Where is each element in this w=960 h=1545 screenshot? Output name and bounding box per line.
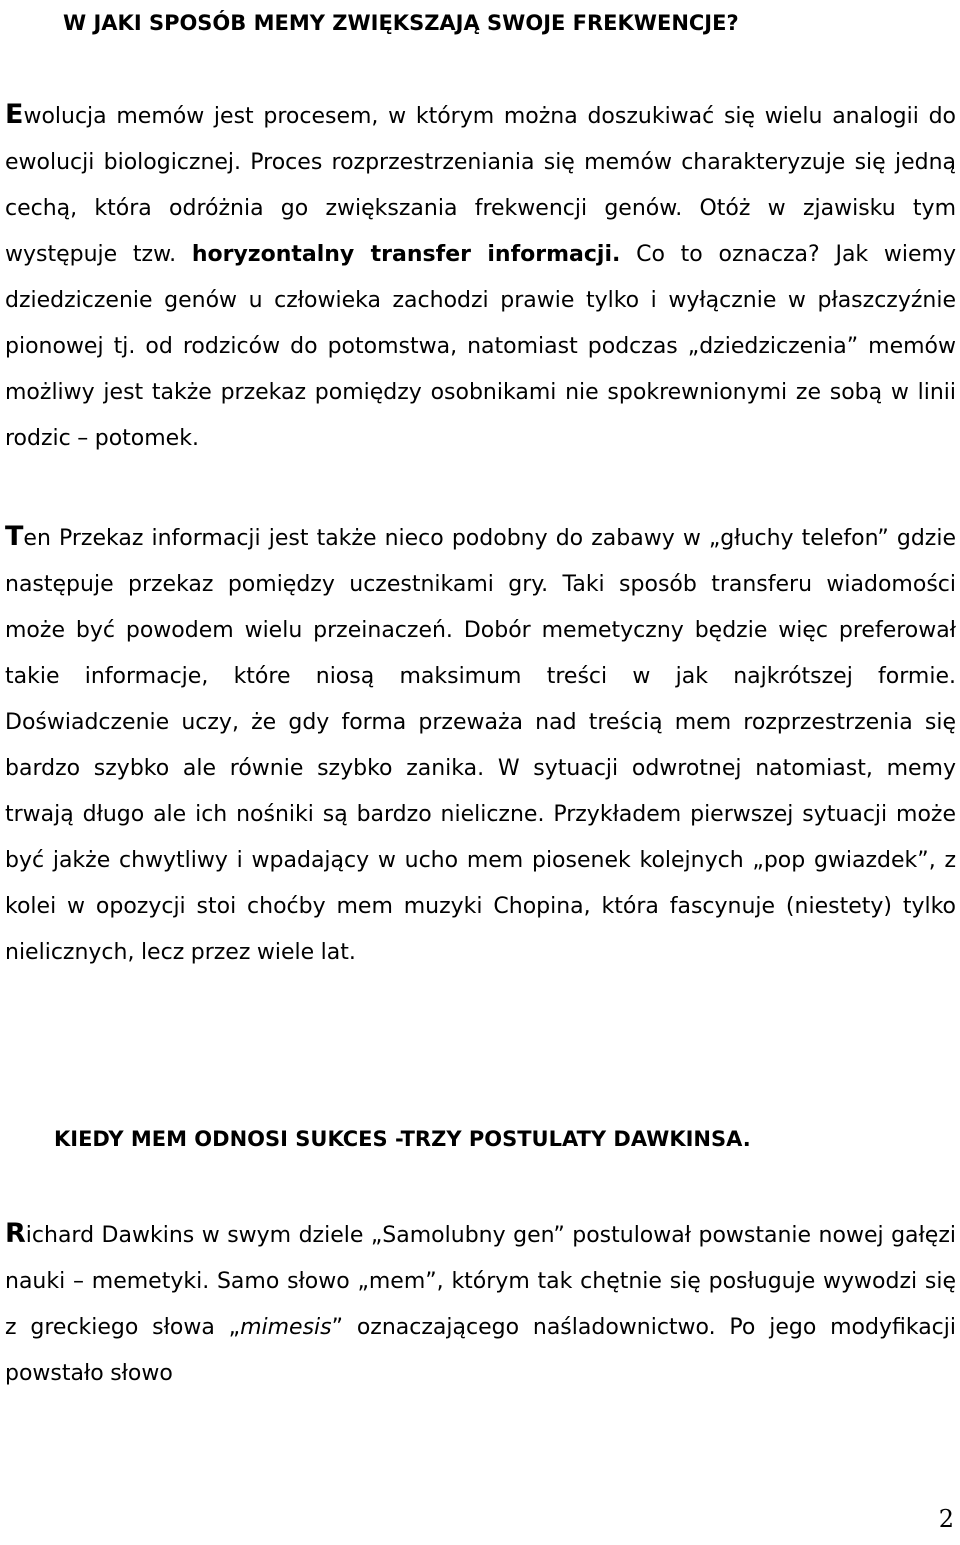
page-number: 2 [938,1505,954,1533]
paragraph-meme-evolution [5,92,956,462]
paragraph-text: wolucja memów jest procesem, w którym można doszukiwać się wielu analogii do ewolucji biologicznej. Proces rozprzestrzeniania się memów charakteryzuje się jedną cechą, która odróżnia go zwiększania frekwencji genów. Otóż w zjawisku tym występuje tzw. [5,104,956,267]
paragraph-information-transfer [5,514,956,976]
section-heading-frequency: W JAKI SPOSÓB MEMY ZWIĘKSZAJĄ SWOJE FREKWENCJE? [63,11,739,35]
section-heading-dawkins-postulates: KIEDY MEM ODNOSI SUKCES -TRZY POSTULATY DAWKINSA. [54,1127,751,1151]
bold-term-horizontal-transfer: horyzontalny transfer informacji. [191,242,621,267]
drop-cap: E [5,99,24,130]
paragraph-dawkins [5,1211,956,1397]
paragraph-text: ” oznaczającego naśladownictwo. Po jego modyfikacji powstało słowo [5,1315,956,1386]
drop-cap: R [5,1218,26,1249]
paragraph-text: ichard Dawkins w swym dziele „Samolubny gen” postulował powstanie nowej gałęzi nauki – memetyki. Samo słowo „mem”, którym tak chętnie się posługuje wywodzi się z greckiego słowa „ [5,1223,956,1340]
drop-cap: T [5,521,24,552]
italic-term-mimesis: mimesis [240,1315,332,1340]
paragraph-text: en Przekaz informacji jest także nieco podobny do zabawy w „głuchy telefon” gdzie następuje przekaz pomiędzy uczestnikami gry. Taki sposób transferu wiadomości może być powodem wielu przeinaczeń. Dobór memetyczny będzie więc preferował takie informacje, które niosą maksimum treści w jak najkrótszej formie. Doświadczenie uczy, że gdy forma przeważa nad treścią mem rozprzestrzenia się bardzo szybko ale równie szybko zanika. W sytuacji odwrotnej natomiast, memy trwają długo ale ich nośniki są bardzo nieliczne. Przykładem pierwszej sytuacji może być jakże chwytliwy i wpadający w ucho mem piosenek kolejnych „pop gwiazdek”, z kolei w opozycji stoi choćby mem muzyki Chopina, która fascynuje (niestety) tylko nielicznych, lecz przez wiele lat. [5,526,956,965]
paragraph-text: Co to oznacza? Jak wiemy dziedziczenie genów u człowieka zachodzi prawie tylko i wyłącznie w płaszczyźnie pionowej tj. od rodziców do potomstwa, natomiast podczas „dziedziczenia” memów możliwy jest także przekaz pomiędzy osobnikami nie spokrewnionymi ze sobą w linii rodzic – potomek. [5,242,956,451]
